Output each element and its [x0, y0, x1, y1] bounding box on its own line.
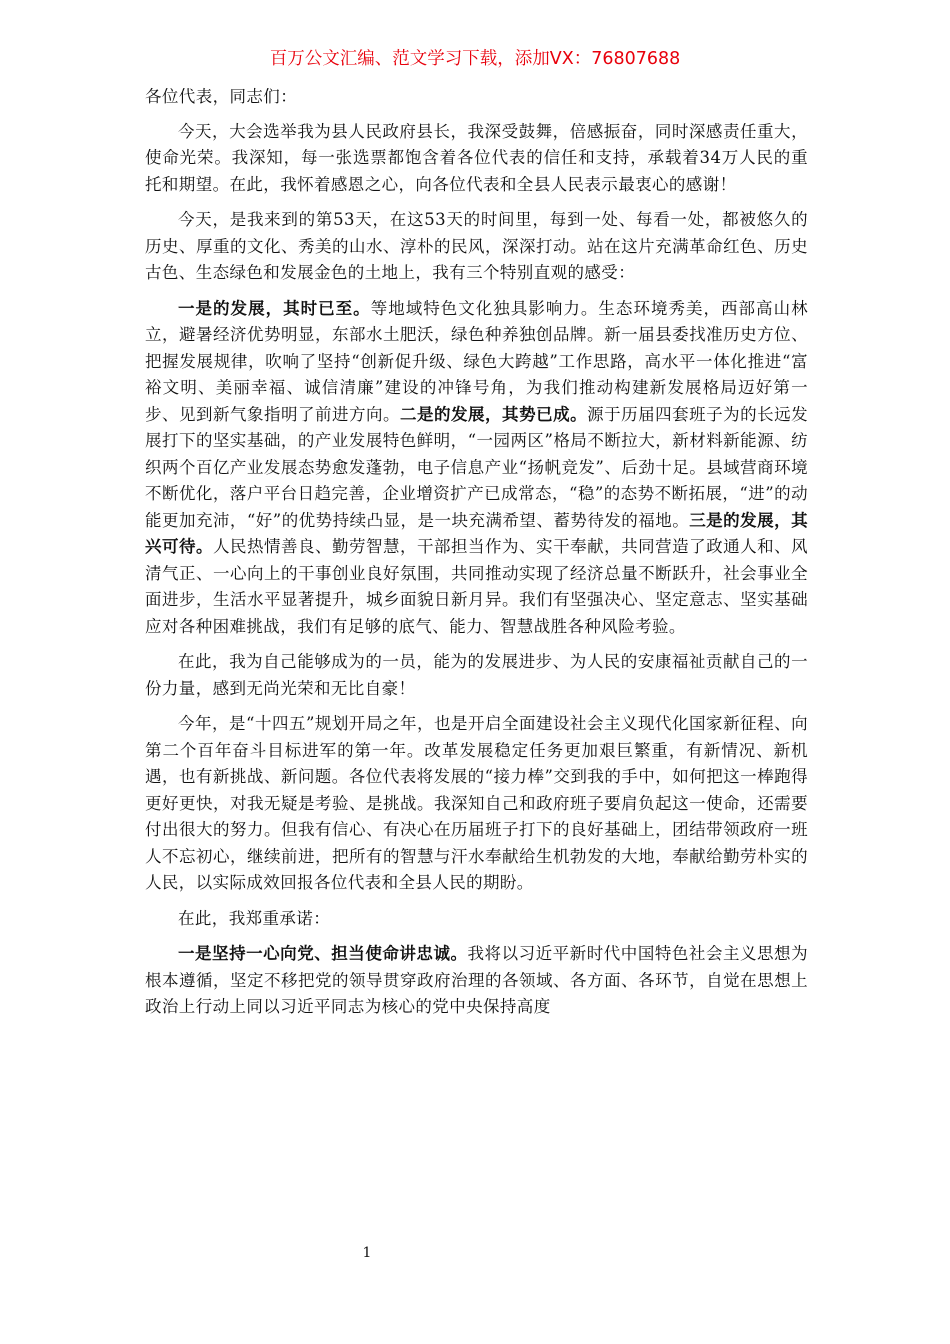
paragraph-pledge-one [145, 941, 808, 1021]
point-three-heading: 三是的发展，其兴可待。 [145, 510, 808, 556]
pledge-one-text: 我将以习近平新时代中国特色社会主义思想为根本遵循，坚定不移把党的领导贯穿政府治理的各领域、各方面、各环节，自觉在思想上政治上行动上同以习近平同志为核心的党中央保持高度 [145, 944, 808, 1016]
point-three-text: 人民热情善良、勤劳智慧，干部担当作为、实干奉献，共同营造了政通人和、风清气正、一心向上的干事创业良好氛围，共同推动实现了经济总量不断跃升，社会事业全面进步，生活水平显著提升，城乡面貌日新月异。我们有坚强决心、坚定意志、坚实基础应对各种困难挑战，我们有足够的底气、能力、智慧战胜各种风险考验。 [145, 537, 808, 636]
paragraph-thanks: 今天，大会选举我为县人民政府县长，我深受鼓舞，倍感振奋，同时深感责任重大，使命光荣。我深知，每一张选票都饱含着各位代表的信任和支持，承载着34万人民的重托和期望。在此，我怀着感恩之心，向各位代表和全县人民表示最衷心的感谢！ [145, 121, 808, 194]
document-body [145, 84, 808, 1030]
paragraph-pledge-intro: 在此，我郑重承诺： [178, 908, 331, 928]
salutation: 各位代表，同志们： [145, 87, 298, 106]
paragraph-pride: 在此，我为自己能够成为的一员，能为的发展进步、为人民的安康福祉贡献自己的一份力量，感到无尚光荣和无比自豪！ [145, 652, 808, 698]
paragraph-this-year: 今年，是“十四五”规划开局之年，也是开启全面建设社会主义现代化国家新征程、向第二个百年奋斗目标进军的第一年。改革发展稳定任务更加艰巨繁重，有新情况、新机遇，也有新挑战、新问题。各位代表将发展的“接力棒”交到我的手中，如何把这一棒跑得更好更快，对我无疑是考验、是挑战。我深知自己和政府班子要肩负起这一使命，还需要付出很大的努力。但我有信心、有决心在历届班子打下的良好基础上，团结带领政府一班人不忘初心，继续前进，把所有的智慧与汗水奉献给生机勃发的大地，奉献给勤劳朴实的人民，以实际成效回报各位代表和全县人民的期盼。 [145, 714, 808, 892]
point-two-text: 源于历届四套班子为的长远发展打下的坚实基础，的产业发展特色鲜明，“一园两区”格局不断拉大，新材料新能源、纺织两个百亿产业发展态势愈发蓬勃，电子信息产业“扬帆竞发”、后劲十足。县域营商环境不断优化，落户平台日趋完善，企业增资扩产已成常态，“稳”的态势不断拓展，“进”的动能更加充沛，“好”的优势持续凸显，是一块充满希望、蓄势待发的福地。 [145, 404, 809, 530]
point-two-heading: 二是的发展，其势已成。 [400, 404, 588, 424]
paragraph-three-feelings [145, 296, 808, 641]
page-number: 1 [362, 1245, 372, 1261]
pledge-one-heading: 一是坚持一心向党、担当使命讲忠诚。 [178, 944, 468, 963]
point-one-text: 等地域特色文化独具影响力。生态环境秀美，西部高山林立，避暑经济优势明显，东部水土肥沃，绿色种养独创品牌。新一届县委找准历史方位、把握发展规律，吹响了坚持“创新促升级、绿色大跨越”工作思路，高水平一体化推进“富裕文明、美丽幸福、诚信清廉”建设的冲锋号角，为我们推动构建新发展格局迈好第一步、见到新气象指明了前进方向。 [145, 298, 808, 424]
point-one-heading: 一是的发展，其时已至。 [178, 298, 371, 318]
header-notice: 百万公文汇编、范文学习下载，添加VX：76807688 [269, 49, 681, 69]
paragraph-impressions: 今天，是我来到的第53天，在这53天的时间里，每到一处、每看一处，都被悠久的历史、厚重的文化、秀美的山水、淳朴的民风，深深打动。站在这片充满革命红色、历史古色、生态绿色和发展金色的土地上，我有三个特别直观的感受： [145, 210, 808, 282]
